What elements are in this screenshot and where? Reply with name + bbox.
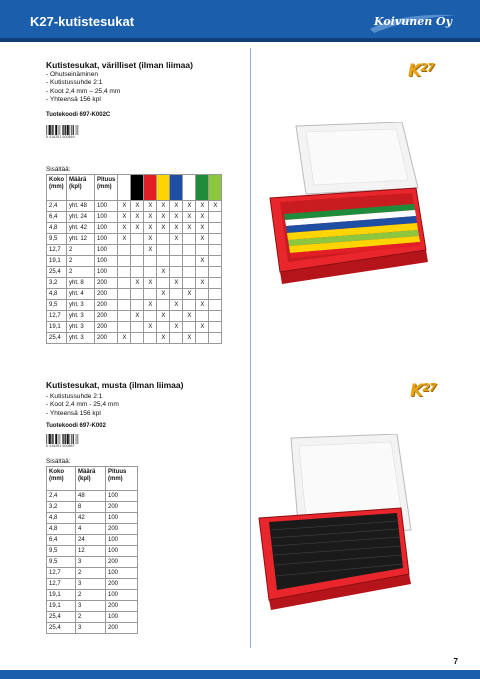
cell-length: 200: [106, 524, 138, 535]
cell-color-mark: X: [131, 223, 144, 234]
cell-color-mark: [118, 278, 131, 289]
cell-color-mark: [209, 267, 222, 278]
cell-color-mark: [131, 322, 144, 333]
color-swatch-blue: [170, 175, 183, 201]
cell-color-mark: X: [196, 300, 209, 311]
table-row: [47, 579, 138, 590]
cell-color-mark: X: [131, 201, 144, 212]
cell-size: 25,4: [47, 267, 67, 278]
table-row: [47, 491, 138, 502]
logo-text: Koivunen Oy: [374, 15, 453, 28]
cell-color-mark: [209, 289, 222, 300]
cell-color-mark: [118, 311, 131, 322]
table-row: [47, 212, 222, 223]
cell-color-mark: [131, 267, 144, 278]
section2-barcode-number: 6 416281 600857: [46, 444, 75, 448]
cell-length: 100: [106, 612, 138, 623]
table-row: [47, 568, 138, 579]
cell-color-mark: X: [131, 278, 144, 289]
cell-color-mark: X: [183, 333, 196, 344]
section2-title: Kutistesukat, musta (ilman liimaa): [46, 380, 184, 390]
cell-color-mark: [183, 234, 196, 245]
cell-qty: yht. 42: [67, 223, 95, 234]
cell-color-mark: X: [209, 201, 222, 212]
section1-product-code: Tuotekoodi 697-K002C: [46, 112, 111, 118]
cell-color-mark: X: [157, 311, 170, 322]
color-swatch-white: [118, 175, 131, 201]
cell-length: 100: [95, 234, 118, 245]
cell-color-mark: [183, 278, 196, 289]
cell-size: 12,7: [47, 579, 76, 590]
cell-qty: 2: [67, 256, 95, 267]
cell-length: 100: [95, 245, 118, 256]
color-swatch-black: [131, 175, 144, 201]
barcode-icon: [46, 434, 94, 444]
cell-color-mark: X: [118, 333, 131, 344]
cell-color-mark: [183, 267, 196, 278]
cell-length: 200: [106, 502, 138, 513]
cell-length: 100: [95, 267, 118, 278]
cell-length: 100: [106, 513, 138, 524]
cell-color-mark: X: [196, 201, 209, 212]
table-row: [47, 590, 138, 601]
cell-qty: yht. 8: [67, 278, 95, 289]
tubing-box-illustration: [255, 434, 421, 610]
cell-size: 4,8: [47, 223, 67, 234]
cell-color-mark: [209, 256, 222, 267]
cell-color-mark: [118, 267, 131, 278]
cell-length: 100: [106, 491, 138, 502]
cell-color-mark: X: [118, 212, 131, 223]
cell-color-mark: [209, 223, 222, 234]
section1-bullets: [46, 71, 120, 104]
table-row: [47, 524, 138, 535]
table-row: [47, 311, 222, 322]
cell-size: 9,5: [47, 546, 76, 557]
cell-qty: 24: [76, 535, 106, 546]
cell-color-mark: [196, 267, 209, 278]
cell-color-mark: [131, 333, 144, 344]
table-row: [47, 333, 222, 344]
cell-color-mark: [170, 311, 183, 322]
cell-color-mark: X: [144, 278, 157, 289]
color-swatch-yellow: [157, 175, 170, 201]
section2-bullet: - Kutistussuhde 2:1: [46, 393, 103, 400]
cell-color-mark: [131, 300, 144, 311]
cell-color-mark: X: [144, 245, 157, 256]
cell-color-mark: [157, 234, 170, 245]
table-row: [47, 300, 222, 311]
table-row: [47, 234, 222, 245]
cell-qty: 2: [67, 245, 95, 256]
color-swatch-yellow-green: [209, 175, 222, 201]
section1-title: Kutistesukat, värilliset (ilman liimaa): [46, 60, 193, 70]
cell-qty: yht. 12: [67, 234, 95, 245]
cell-color-mark: X: [144, 212, 157, 223]
cell-color-mark: [209, 245, 222, 256]
cell-color-mark: [209, 300, 222, 311]
cell-size: 4,8: [47, 513, 76, 524]
table-row: [47, 612, 138, 623]
cell-color-mark: [183, 256, 196, 267]
cell-color-mark: [170, 289, 183, 300]
col-header-size: Koko (mm): [47, 175, 67, 201]
cell-size: 19,1: [47, 322, 67, 333]
cell-color-mark: X: [157, 201, 170, 212]
cell-color-mark: X: [157, 289, 170, 300]
colored-tubing-box-image: [266, 122, 444, 284]
table-row: [47, 502, 138, 513]
cell-color-mark: X: [157, 212, 170, 223]
black-contents-table: [46, 466, 138, 634]
col-header-size: Koko (mm): [47, 467, 76, 491]
cell-color-mark: [196, 311, 209, 322]
cell-color-mark: X: [183, 201, 196, 212]
cell-color-mark: [131, 289, 144, 300]
cell-color-mark: [144, 289, 157, 300]
cell-color-mark: X: [118, 201, 131, 212]
table-row: [47, 278, 222, 289]
cell-color-mark: [144, 256, 157, 267]
table-row: [47, 245, 222, 256]
cell-qty: 2: [76, 612, 106, 623]
tubing-box-illustration: [266, 122, 444, 284]
cell-color-mark: [118, 300, 131, 311]
color-swatch-red: [144, 175, 157, 201]
cell-color-mark: [157, 300, 170, 311]
col-header-length: Pituus (mm): [106, 467, 138, 491]
cell-color-mark: [209, 234, 222, 245]
cell-qty: 42: [76, 513, 106, 524]
cell-color-mark: [209, 212, 222, 223]
cell-color-mark: [170, 333, 183, 344]
table-header-row: [47, 175, 222, 201]
cell-color-mark: [144, 333, 157, 344]
table-row: [47, 601, 138, 612]
cell-length: 200: [95, 300, 118, 311]
cell-size: 6,4: [47, 535, 76, 546]
cell-color-mark: X: [196, 278, 209, 289]
cell-size: 19,1: [47, 601, 76, 612]
cell-color-mark: [196, 289, 209, 300]
section2-bullet: - Koot 2,4 mm - 25,4 mm: [46, 401, 119, 409]
cell-qty: yht. 3: [67, 322, 95, 333]
cell-size: 3,2: [47, 278, 67, 289]
cell-length: 200: [95, 333, 118, 344]
cell-size: 12,7: [47, 568, 76, 579]
cell-size: 12,7: [47, 245, 67, 256]
cell-length: 200: [106, 623, 138, 634]
section1-barcode: [46, 125, 94, 139]
cell-length: 100: [95, 201, 118, 212]
col-header-length: Pituus (mm): [95, 175, 118, 201]
cell-color-mark: [209, 322, 222, 333]
cell-color-mark: [157, 322, 170, 333]
cell-color-mark: [131, 245, 144, 256]
cell-qty: 3: [76, 557, 106, 568]
cell-qty: 2: [76, 568, 106, 579]
cell-color-mark: X: [157, 333, 170, 344]
col-header-qty: Määrä (kpl): [76, 467, 106, 491]
cell-qty: yht. 24: [67, 212, 95, 223]
cell-color-mark: [118, 289, 131, 300]
cell-qty: 4: [76, 524, 106, 535]
cell-color-mark: X: [196, 256, 209, 267]
cell-color-mark: [196, 245, 209, 256]
cell-length: 200: [106, 557, 138, 568]
table-row: [47, 535, 138, 546]
page-title: K27-kutistesukat: [30, 14, 135, 29]
cell-qty: 3: [76, 623, 106, 634]
cell-size: 4,8: [47, 524, 76, 535]
color-swatch-green: [196, 175, 209, 201]
cell-color-mark: X: [170, 223, 183, 234]
cell-color-mark: [157, 245, 170, 256]
section2-contents-label: Sisältää:: [46, 458, 71, 465]
cell-length: 200: [106, 579, 138, 590]
k27-badge: [407, 380, 455, 402]
page-header: [0, 0, 480, 42]
cell-color-mark: X: [196, 322, 209, 333]
cell-color-mark: [118, 256, 131, 267]
cell-size: 12,7: [47, 311, 67, 322]
cell-size: 19,1: [47, 590, 76, 601]
cell-color-mark: [118, 245, 131, 256]
cell-color-mark: X: [170, 322, 183, 333]
cell-qty: yht. 3: [67, 300, 95, 311]
section1-contents-label: Sisältää:: [46, 166, 71, 173]
cell-length: 200: [95, 289, 118, 300]
cell-color-mark: X: [183, 311, 196, 322]
table-row: [47, 256, 222, 267]
table-header-row: [47, 467, 138, 491]
cell-length: 100: [106, 546, 138, 557]
cell-size: 19,1: [47, 256, 67, 267]
cell-qty: 3: [76, 579, 106, 590]
section2-barcode: [46, 434, 94, 448]
cell-color-mark: [209, 278, 222, 289]
cell-color-mark: [157, 256, 170, 267]
cell-qty: 48: [76, 491, 106, 502]
cell-color-mark: X: [157, 223, 170, 234]
cell-qty: yht. 3: [67, 311, 95, 322]
cell-color-mark: X: [144, 201, 157, 212]
cell-color-mark: X: [131, 311, 144, 322]
section1-bullet: - Yhteensä 156 kpl: [46, 95, 101, 103]
cell-color-mark: [183, 322, 196, 333]
section2-bullets: [46, 393, 119, 418]
cell-length: 100: [95, 223, 118, 234]
cell-color-mark: X: [157, 267, 170, 278]
cell-qty: yht. 4: [67, 289, 95, 300]
cell-color-mark: X: [183, 289, 196, 300]
cell-color-mark: X: [118, 223, 131, 234]
cell-color-mark: X: [170, 201, 183, 212]
k27-badge-text: $K^{27}$: [408, 61, 434, 81]
cell-color-mark: [170, 267, 183, 278]
cell-color-mark: [131, 256, 144, 267]
cell-qty: 3: [76, 601, 106, 612]
section1-bullet: - Koot 2,4 mm – 25,4 mm: [46, 87, 121, 95]
page-number: 7: [453, 657, 458, 666]
table-row: [47, 322, 222, 333]
k27-badge: [405, 60, 453, 82]
cell-color-mark: [196, 333, 209, 344]
cell-size: 9,5: [47, 557, 76, 568]
cell-color-mark: X: [118, 234, 131, 245]
table-row: [47, 623, 138, 634]
cell-color-mark: X: [196, 234, 209, 245]
cell-color-mark: X: [144, 234, 157, 245]
cell-length: 100: [95, 212, 118, 223]
cell-color-mark: [183, 300, 196, 311]
table-row: [47, 557, 138, 568]
black-tubing-box-image: [255, 434, 421, 610]
cell-color-mark: [170, 256, 183, 267]
cell-length: 200: [95, 311, 118, 322]
cell-qty: 2: [76, 590, 106, 601]
cell-color-mark: X: [170, 300, 183, 311]
page-footer: [0, 670, 480, 679]
cell-color-mark: X: [170, 234, 183, 245]
cell-size: 3,2: [47, 502, 76, 513]
cell-color-mark: X: [131, 212, 144, 223]
cell-size: 9,5: [47, 300, 67, 311]
cell-size: 4,8: [47, 289, 67, 300]
cell-color-mark: [209, 333, 222, 344]
cell-color-mark: X: [170, 278, 183, 289]
cell-color-mark: [118, 322, 131, 333]
cell-length: 200: [95, 322, 118, 333]
cell-length: 100: [106, 568, 138, 579]
cell-size: 6,4: [47, 212, 67, 223]
cell-color-mark: [170, 245, 183, 256]
cell-qty: 8: [76, 502, 106, 513]
cell-qty: 12: [76, 546, 106, 557]
cell-length: 200: [106, 601, 138, 612]
table-row: [47, 201, 222, 212]
cell-color-mark: X: [144, 322, 157, 333]
cell-color-mark: X: [183, 212, 196, 223]
cell-size: 9,5: [47, 234, 67, 245]
cell-color-mark: [157, 278, 170, 289]
cell-size: 25,4: [47, 623, 76, 634]
barcode-icon: [46, 125, 94, 135]
cell-color-mark: [131, 234, 144, 245]
cell-size: 25,4: [47, 333, 67, 344]
cell-length: 100: [95, 256, 118, 267]
cell-length: 200: [95, 278, 118, 289]
cell-length: 100: [106, 590, 138, 601]
table-row: [47, 289, 222, 300]
k27-badge-text: $K^{27}$: [410, 381, 436, 401]
section1-barcode-number: 6 416281 600864: [46, 135, 75, 139]
cell-color-mark: [183, 245, 196, 256]
section1-bullet: - Ohutseinäminen: [46, 71, 99, 78]
cell-color-mark: [144, 267, 157, 278]
color-swatch-transparent: [183, 175, 196, 201]
color-contents-table: [46, 174, 222, 344]
table-row: [47, 223, 222, 234]
col-header-qty: Määrä (kpl): [67, 175, 95, 201]
cell-size: 2,4: [47, 491, 76, 502]
table-row: [47, 546, 138, 557]
cell-qty: 2: [67, 267, 95, 278]
cell-length: 100: [106, 535, 138, 546]
cell-color-mark: X: [144, 300, 157, 311]
table-row: [47, 513, 138, 524]
section2-bullet: - Yhteensä 156 kpl: [46, 409, 101, 417]
company-logo: [368, 9, 458, 35]
cell-color-mark: X: [196, 212, 209, 223]
cell-qty: yht. 3: [67, 333, 95, 344]
cell-color-mark: X: [170, 212, 183, 223]
column-divider: [250, 48, 251, 648]
cell-color-mark: X: [144, 223, 157, 234]
cell-color-mark: X: [196, 223, 209, 234]
cell-size: 2,4: [47, 201, 67, 212]
cell-color-mark: [144, 311, 157, 322]
cell-qty: yht. 48: [67, 201, 95, 212]
cell-color-mark: X: [183, 223, 196, 234]
table-row: [47, 267, 222, 278]
section1-bullet: - Kutistussuhde 2:1: [46, 79, 103, 87]
cell-color-mark: [209, 311, 222, 322]
cell-size: 25,4: [47, 612, 76, 623]
section2-product-code: Tuotekoodi 697-K002: [46, 423, 106, 429]
